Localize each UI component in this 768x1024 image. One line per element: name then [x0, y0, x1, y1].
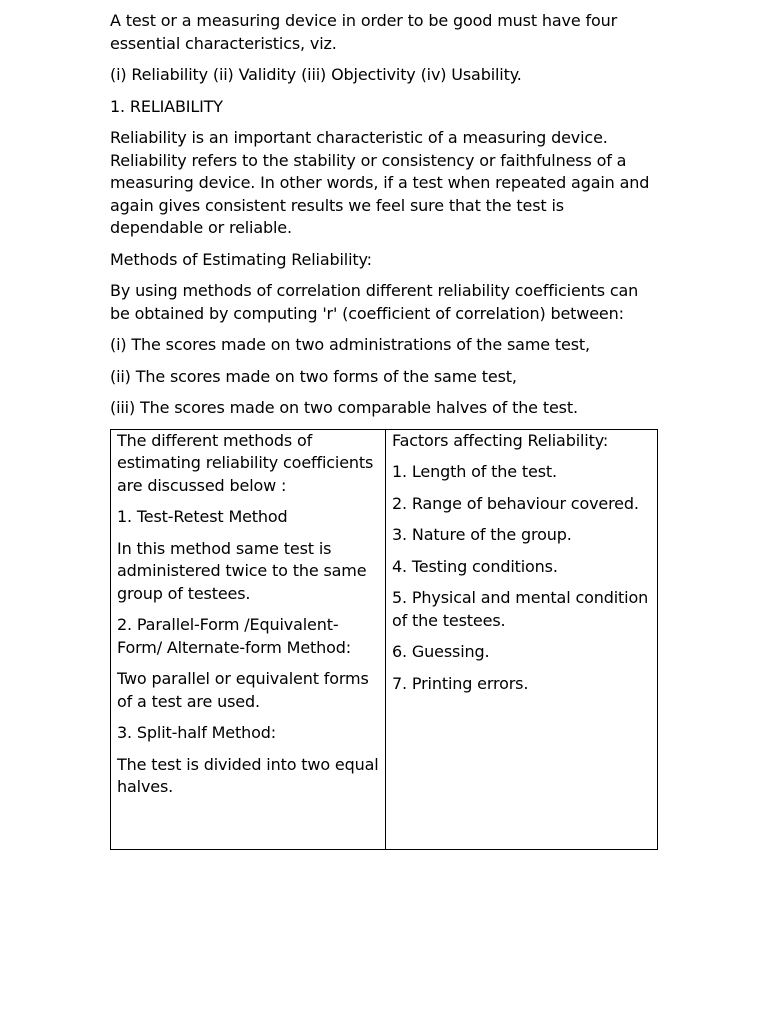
- methods-column: [111, 430, 386, 849]
- factor-item: 5. Physical and mental condition of the testees.: [392, 588, 649, 630]
- factor-item: 7. Printing errors.: [392, 673, 529, 693]
- section-heading-reliability: 1. RELIABILITY: [110, 96, 223, 116]
- correlation-item-1: (i) The scores made on two administrations of the same test,: [110, 335, 590, 354]
- method-description-parallel-form: Two parallel or equivalent forms of a test are used.: [117, 669, 369, 711]
- correlation-item-3: (iii) The scores made on two comparable halves of the test.: [110, 398, 578, 417]
- document-body: [110, 10, 658, 850]
- method-description-split-half: The test is divided into two equal halves.: [117, 754, 379, 796]
- factor-item: 2. Range of behaviour covered.: [392, 493, 639, 513]
- characteristics-list: (i) Reliability (ii) Validity (iii) Objectivity (iv) Usability.: [110, 65, 522, 84]
- correlation-item-2: (ii) The scores made on two forms of the same test,: [110, 366, 517, 386]
- method-heading-split-half: 3. Split-half Method:: [117, 723, 276, 742]
- factor-item: 3. Nature of the group.: [392, 525, 572, 544]
- methods-intro: The different methods of estimating reliability coefficients are discussed below :: [117, 430, 374, 495]
- factor-item: 6. Guessing.: [392, 642, 490, 661]
- subheading-methods: Methods of Estimating Reliability:: [110, 249, 372, 269]
- correlation-paragraph: By using methods of correlation different reliability coefficients can be obtained by computing 'r' (coefficient of correlation) between:: [110, 281, 639, 323]
- factor-item: 1. Length of the test.: [392, 462, 557, 481]
- reliability-definition: Reliability is an important characteristic of a measuring device. Reliability refers to the stability or consistency or faithfulness of a measuring device. In other words, if a test when repeated again and again gives consistent results we feel sure that the test is dependable or reliable.: [110, 128, 650, 237]
- reliability-table: [110, 429, 658, 850]
- factors-column: [386, 430, 657, 849]
- factor-item: 4. Testing conditions.: [392, 556, 558, 576]
- intro-paragraph: A test or a measuring device in order to be good must have four essential characteristics, viz.: [110, 11, 618, 53]
- method-heading-parallel-form: 2. Parallel-Form /Equivalent-Form/ Alternate-form Method:: [117, 615, 352, 657]
- method-description-test-retest: In this method same test is administered twice to the same group of testees.: [117, 538, 367, 603]
- factors-heading: Factors affecting Reliability:: [392, 430, 609, 450]
- method-heading-test-retest: 1. Test-Retest Method: [117, 507, 288, 526]
